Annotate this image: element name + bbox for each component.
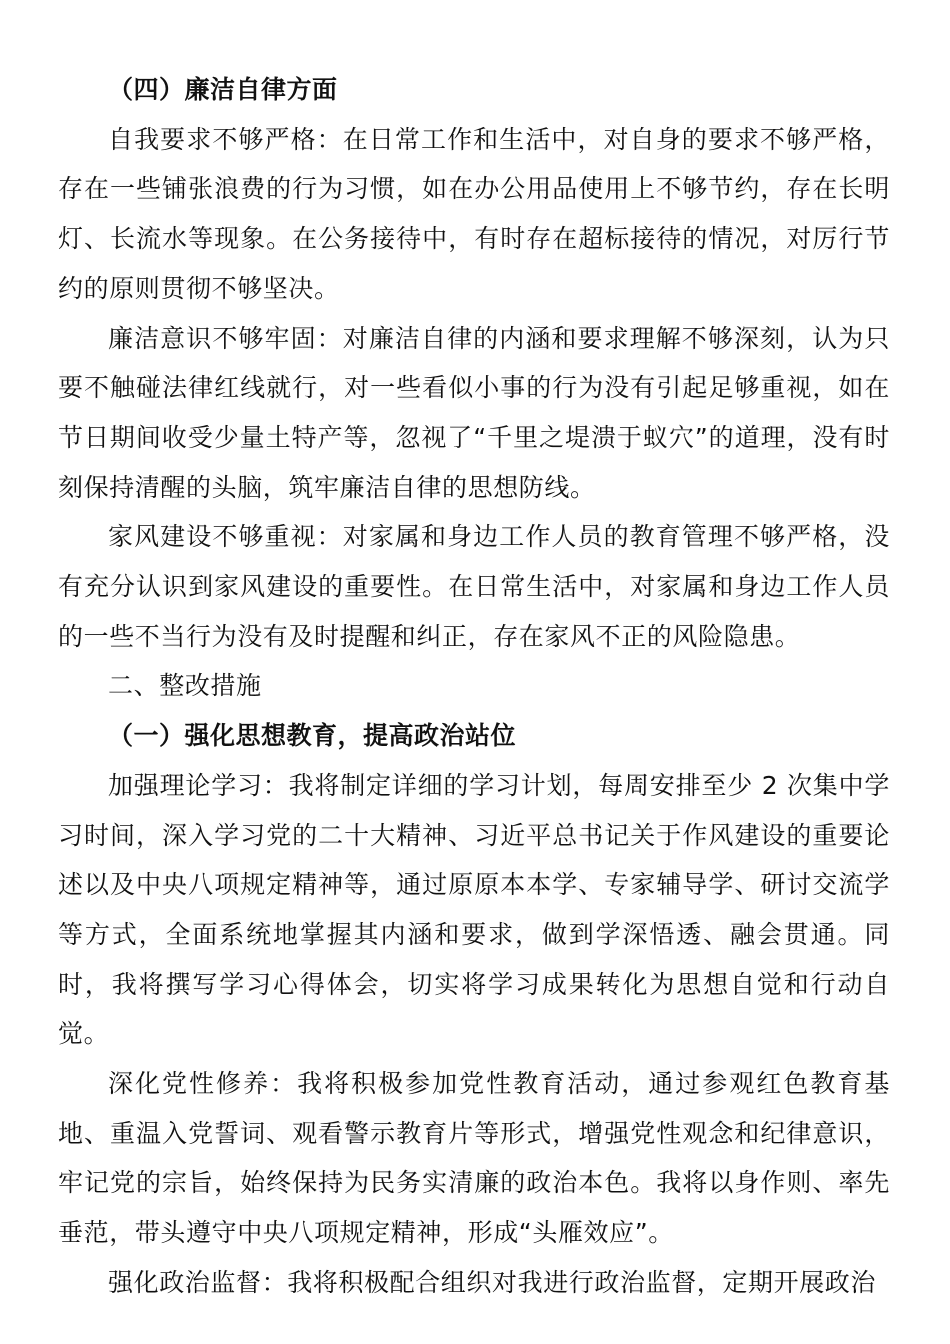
section-title-rectification: 二、整改措施 bbox=[108, 671, 262, 701]
paragraph-integrity-awareness: 廉洁意识不够牢固：对廉洁自律的内涵和要求理解不够深刻，认为只要不触碰法律红线就行，对一些看似小事的行为没有引起足够重视，如在节日期间收受少量土特产等，忽视了“千里之堤溃于蚁穴”的道理，没有时刻保持清醒的头脑，筑牢廉洁自律的思想防线。 bbox=[58, 323, 890, 502]
paragraph-theory-study: 加强理论学习：我将制定详细的学习计划，每周安排至少 2 次集中学习时间，深入学习党的二十大精神、习近平总书记关于作风建设的重要论述以及中央八项规定精神等，通过原原本本学、专家辅导学、研讨交流学等方式，全面系统地掌握其内涵和要求，做到学深悟透、融会贯通。同时，我将撰写学习心得体会，切实将学习成果转化为思想自觉和行动自觉。 bbox=[58, 770, 890, 1049]
heading-integrity-self-discipline: （四）廉洁自律方面 bbox=[108, 75, 338, 104]
paragraph-family-style: 家风建设不够重视：对家属和身边工作人员的教育管理不够严格，没有充分认识到家风建设的重要性。在日常生活中，对家属和身边工作人员的一些不当行为没有及时提醒和纠正，存在家风不正的风险隐患。 bbox=[58, 522, 890, 651]
paragraph-political-supervision: 强化政治监督：我将积极配合组织对我进行政治监督，定期开展政治 bbox=[108, 1267, 877, 1297]
paragraph-party-spirit: 深化党性修养：我将积极参加党性教育活动，通过参观红色教育基地、重温入党誓词、观看警示教育片等形式，增强党性观念和纪律意识，牢记党的宗旨，始终保持为民务实清廉的政治本色。我将以身作则、率先垂范，带头遵守中央八项规定精神，形成“头雁效应”。 bbox=[58, 1069, 890, 1248]
paragraph-self-requirement: 自我要求不够严格：在日常工作和生活中，对自身的要求不够严格，存在一些铺张浪费的行为习惯，如在办公用品使用上不够节约，存在长明灯、长流水等现象。在公务接待中，有时存在超标接待的情况，对厉行节约的原则贯彻不够坚决。 bbox=[58, 124, 890, 303]
heading-ideological-education: （一）强化思想教育，提高政治站位 bbox=[108, 721, 517, 751]
